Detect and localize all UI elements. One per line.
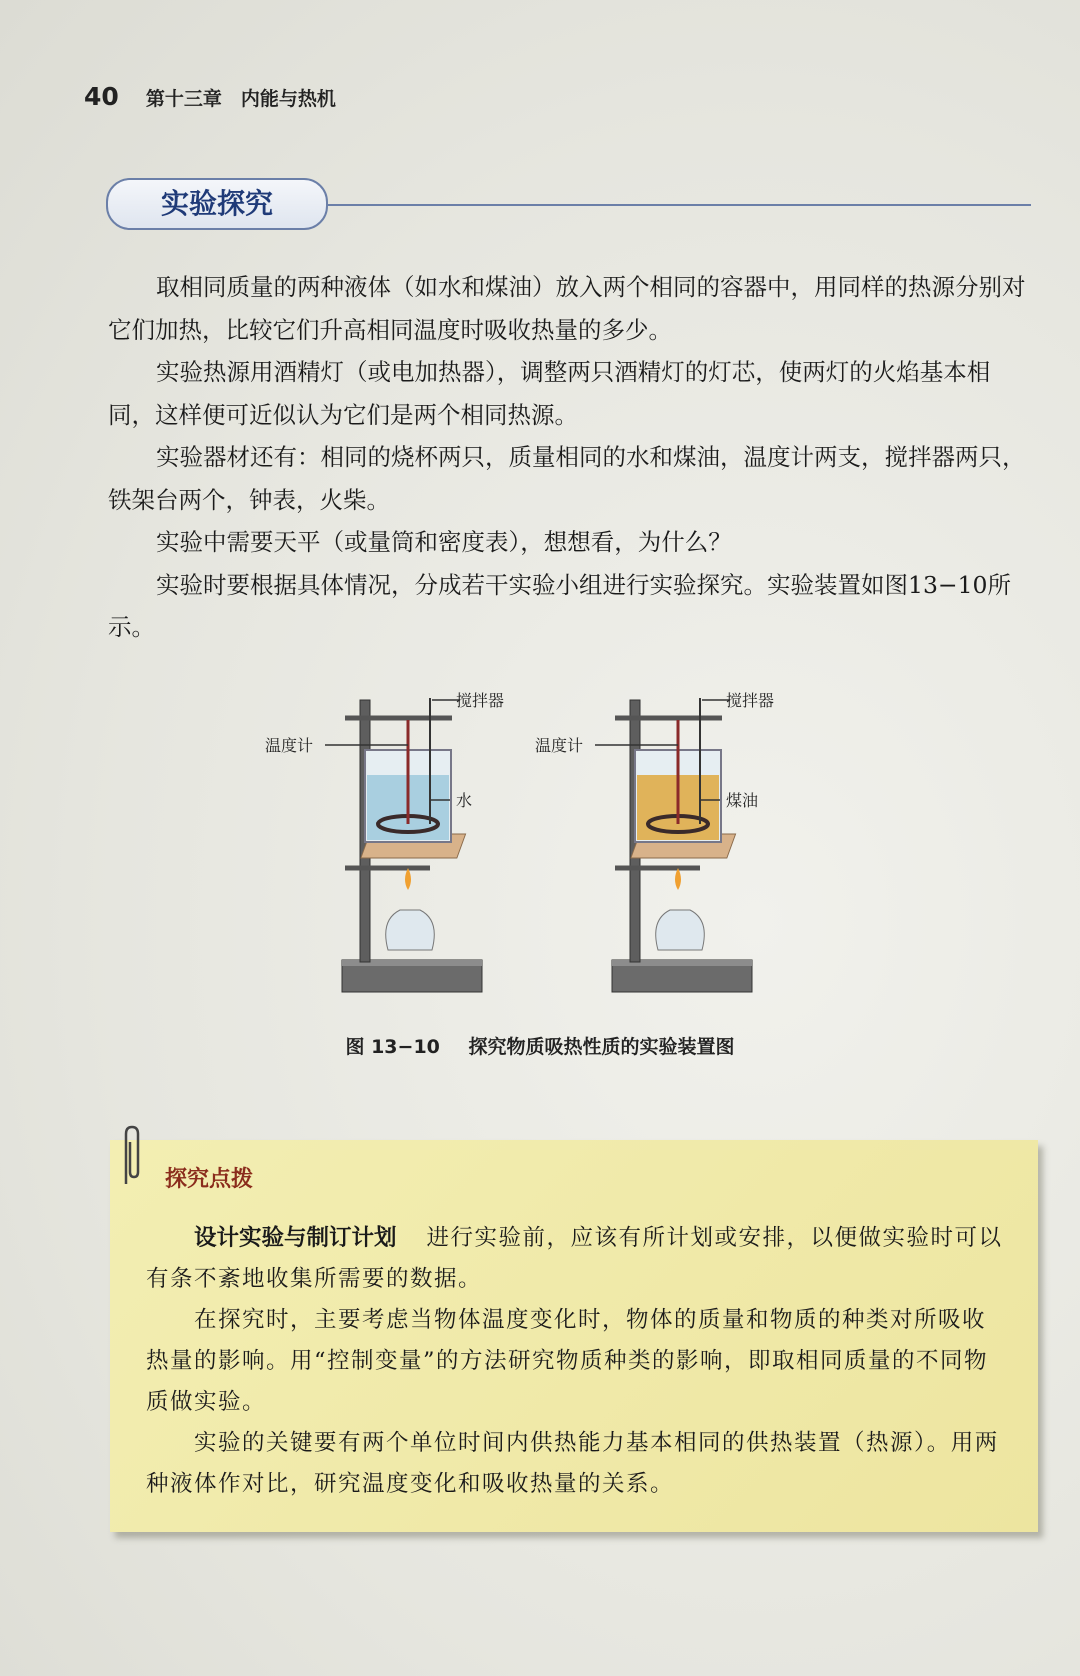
page-header — [84, 82, 336, 111]
left-alcohol-lamp — [386, 910, 435, 950]
figure-caption-text: 探究物质吸热性质的实验装置图 — [468, 1036, 735, 1058]
right-flame — [675, 868, 681, 890]
section-heading — [106, 178, 1026, 230]
right-apparatus — [535, 691, 774, 992]
tip-lead: 设计实验与制订计划 — [194, 1225, 397, 1251]
left-liquid-label: 水 — [456, 791, 473, 810]
figure-number: 图 13−10 — [345, 1036, 440, 1058]
paragraph: 实验器材还有：相同的烧杯两只，质量相同的水和煤油，温度计两支，搅拌器两只，铁架台两个，钟表，火柴。 — [108, 443, 1026, 514]
section-title: 实验探究 — [106, 178, 328, 230]
tip-paragraph: 在探究时，主要考虑当物体温度变化时，物体的质量和物质的种类对所吸收热量的影响。用“控制变量”的方法研究物质种类的影响，即取相同质量的不同物质做实验。 — [146, 1307, 989, 1415]
experiment-apparatus-figure — [265, 690, 830, 1020]
tip-title: 探究点拨 — [165, 1167, 254, 1192]
page-number: 40 — [84, 82, 119, 111]
chapter-title: 第十三章 内能与热机 — [145, 88, 336, 110]
paragraph: 实验热源用酒精灯（或电加热器），调整两只酒精灯的灯芯，使两灯的火焰基本相同，这样便可近似认为它们是两个相同热源。 — [108, 358, 991, 429]
right-alcohol-lamp — [656, 910, 705, 950]
paragraph: 实验时要根据具体情况，分成若干实验小组进行实验探究。实验装置如图13−10所示。 — [108, 570, 1011, 641]
left-apparatus — [265, 691, 504, 992]
tip-paragraph: 设计实验与制订计划 进行实验前，应该有所计划或安排，以便做实验时可以有条不紊地收集所需要的数据。 — [146, 1225, 1003, 1292]
figure-caption — [0, 1032, 1080, 1059]
paragraph: 实验中需要天平（或量筒和密度表），想想看，为什么？ — [156, 528, 732, 556]
right-liquid-label: 煤油 — [726, 791, 759, 810]
left-stirrer-label: 搅拌器 — [456, 691, 505, 710]
tip-paragraph: 实验的关键要有两个单位时间内供热能力基本相同的供热装置（热源）。用两种液体作对比，研究温度变化和吸收热量的关系。 — [146, 1430, 999, 1497]
paperclip-icon — [118, 1124, 144, 1188]
section-divider — [326, 204, 1031, 206]
paragraph: 取相同质量的两种液体（如水和煤油）放入两个相同的容器中，用同样的热源分别对它们加热，比较它们升高相同温度时吸收热量的多少。 — [108, 273, 1026, 344]
left-flame — [405, 868, 411, 890]
right-stirrer-label: 搅拌器 — [726, 691, 775, 710]
right-thermometer-label: 温度计 — [535, 736, 584, 755]
tip-text — [146, 1218, 1006, 1505]
body-text — [108, 266, 1033, 649]
left-thermometer-label: 温度计 — [265, 736, 314, 755]
